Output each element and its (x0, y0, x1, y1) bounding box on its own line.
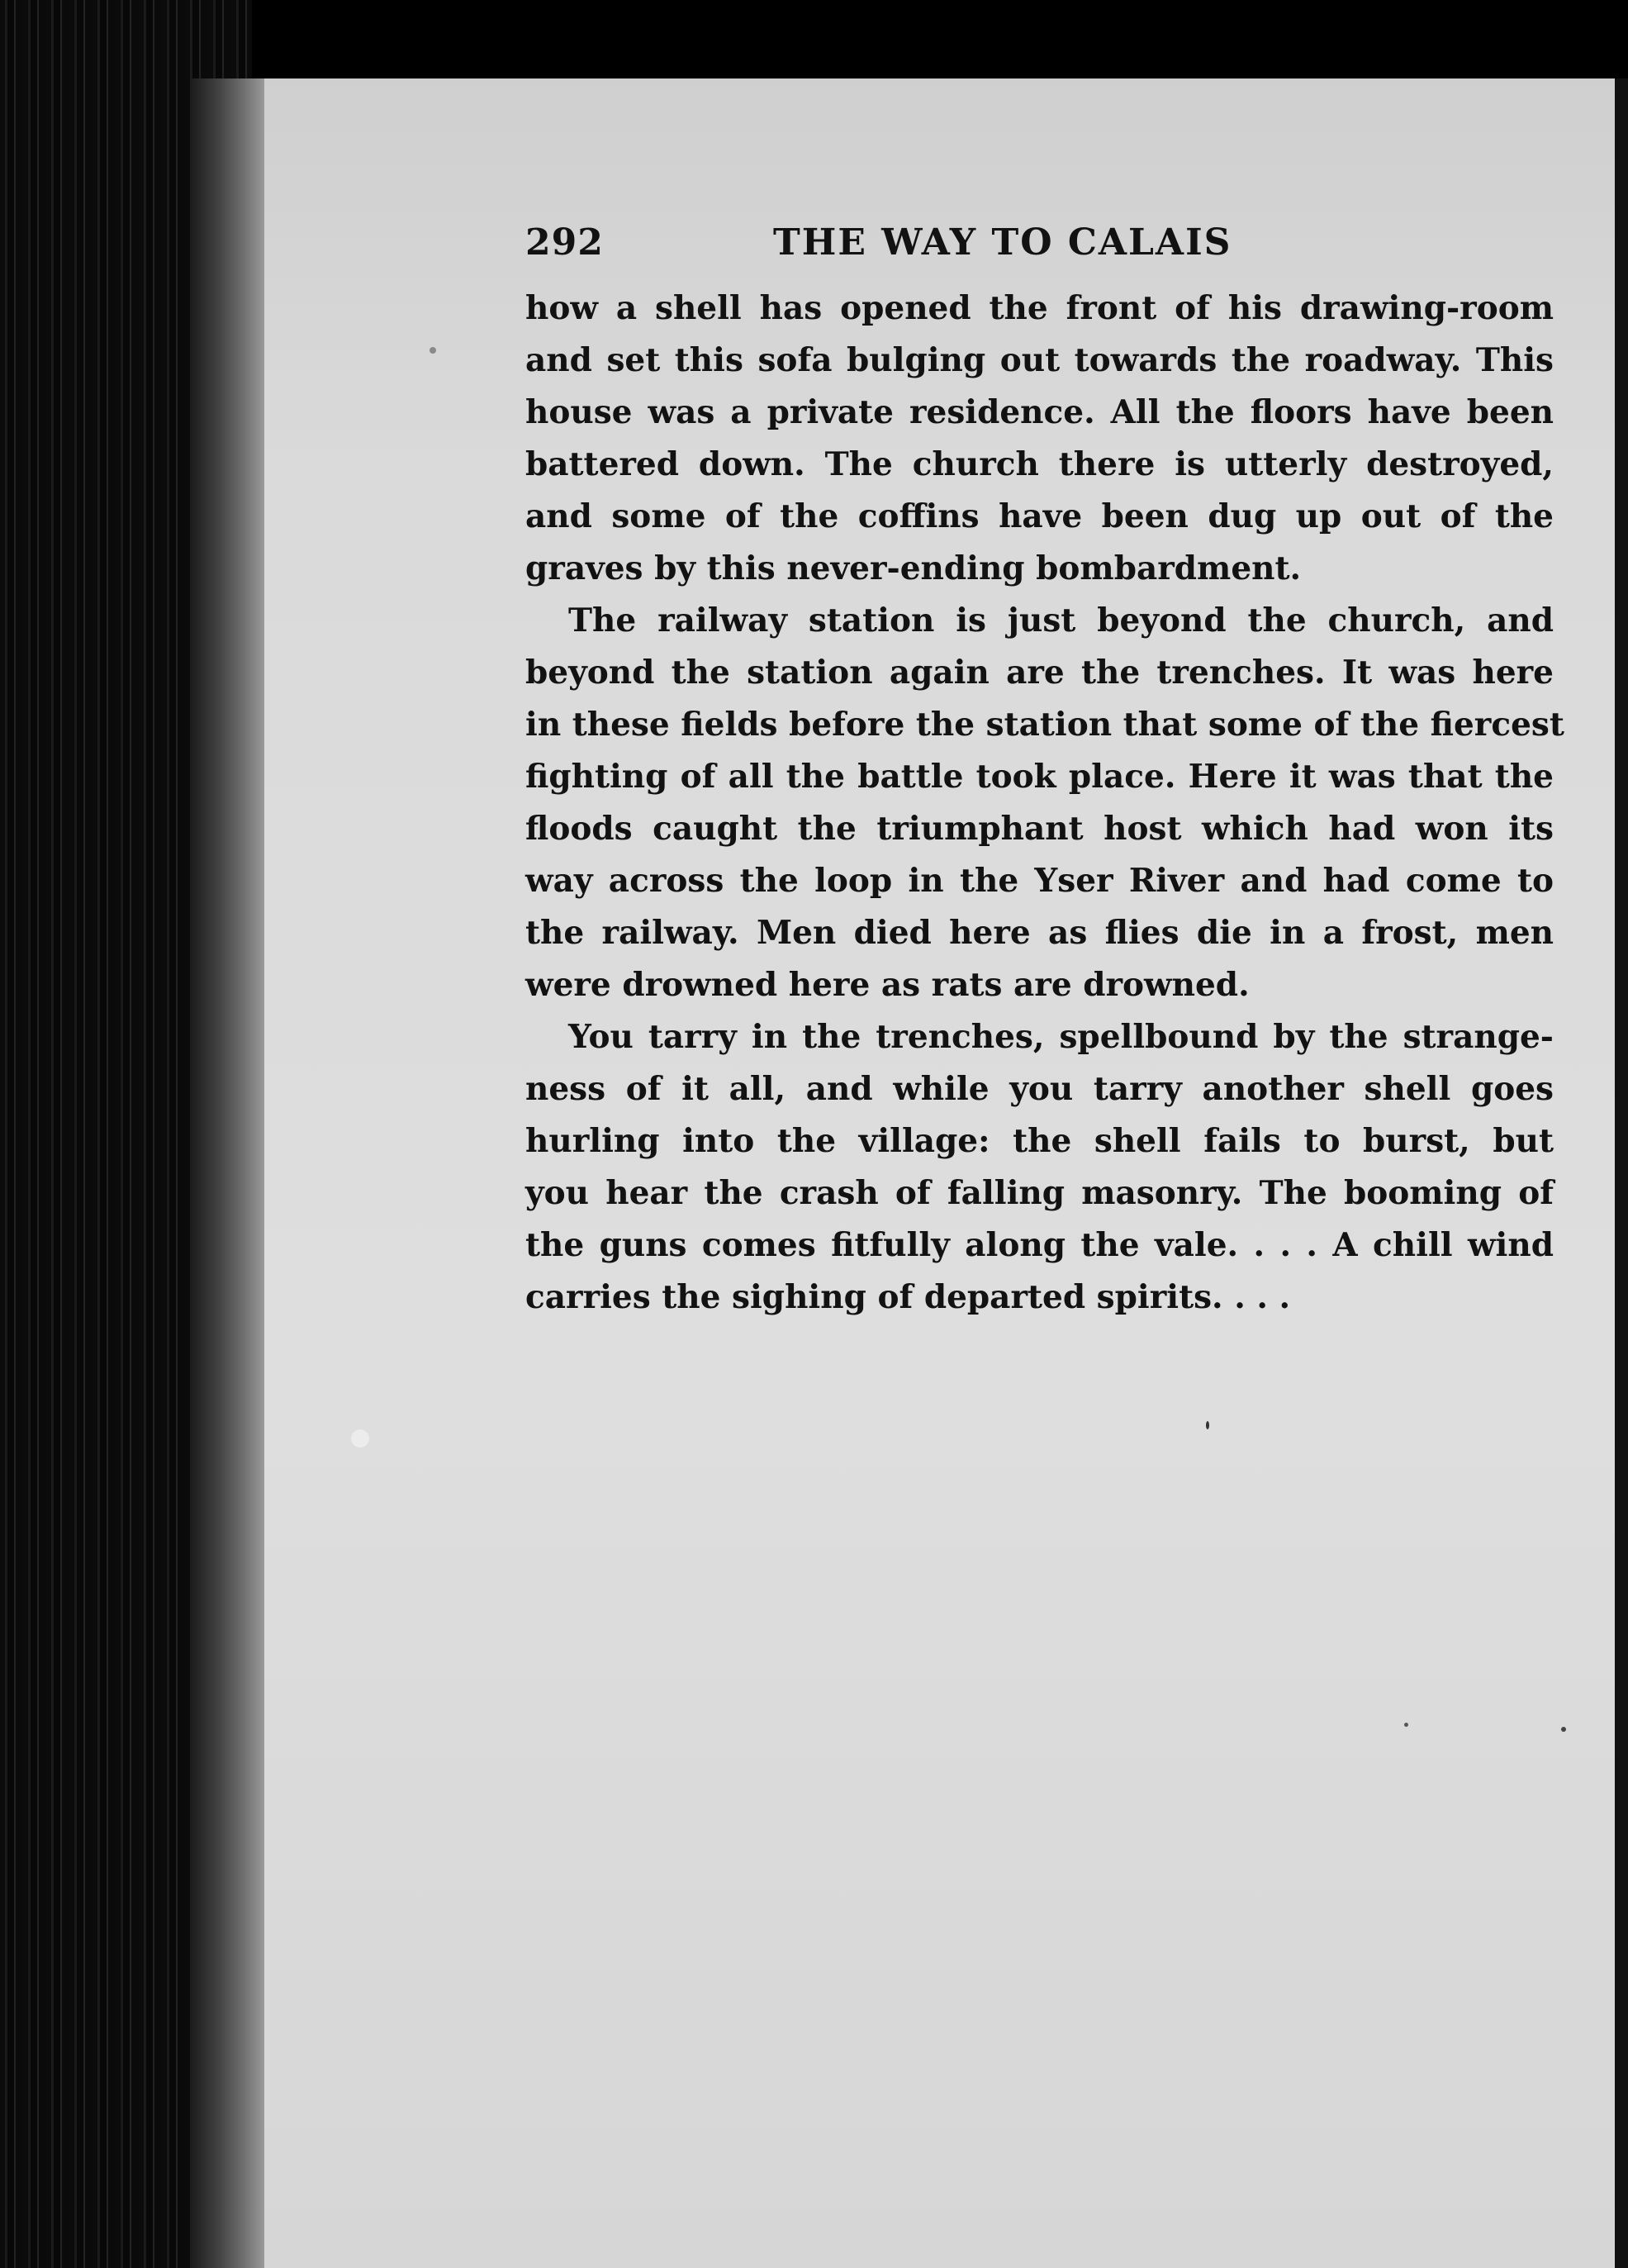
text-line: how a shell has opened the front of his drawing-room (525, 289, 1554, 327)
text-line: carries the sighing of departed spirits. . . . (525, 1278, 1291, 1316)
page-header (525, 216, 1554, 283)
running-head: THE WAY TO CALAIS (773, 221, 1232, 264)
text-line: The railway station is just beyond the church, and (568, 601, 1554, 640)
text-line: ness of it all, and while you tarry another shell goes (525, 1070, 1554, 1108)
dust-speck (351, 1429, 369, 1448)
paragraph-2 (525, 595, 1564, 1011)
text-line: beyond the station again are the trenches. It was here (525, 654, 1554, 692)
text-line: way across the loop in the Yser River and had come to (525, 862, 1554, 900)
dust-speck (1561, 1727, 1566, 1732)
paragraph-3 (525, 1011, 1554, 1324)
text-line: You tarry in the trenches, spellbound by the strange- (568, 1018, 1554, 1056)
text-line: hurling into the village: the shell fails to burst, but (525, 1122, 1554, 1160)
text-line: graves by this never-ending bombardment. (525, 549, 1302, 587)
text-line: house was a private residence. All the floors have been (525, 393, 1554, 431)
text-line: floods caught the triumphant host which had won its (525, 810, 1554, 848)
text-line: and some of the coffins have been dug up out of the (525, 497, 1554, 535)
dust-speck (1404, 1723, 1408, 1727)
text-line: the guns comes fitfully along the vale. . . . A chill wind (525, 1226, 1554, 1264)
text-line: battered down. The church there is utterly destroyed, (525, 445, 1554, 483)
text-line: fighting of all the battle took place. Here it was that the (525, 758, 1554, 796)
dust-speck (430, 347, 436, 354)
text-line: the railway. Men died here as flies die in a frost, men (525, 914, 1554, 952)
scan-right-border (1615, 78, 1628, 2268)
dust-speck (1206, 1421, 1209, 1429)
text-line: you hear the crash of falling masonry. The booming of (525, 1174, 1554, 1212)
paragraph-1 (525, 283, 1554, 595)
page-number: 292 (525, 221, 604, 264)
page-text (525, 216, 1564, 1324)
text-line: were drowned here as rats are drowned. (525, 966, 1250, 1004)
page-gutter-shadow (190, 78, 264, 2268)
text-line: and set this sofa bulging out towards the roadway. This (525, 341, 1554, 379)
text-line: in these fields before the station that some of the fiercest (525, 706, 1564, 744)
